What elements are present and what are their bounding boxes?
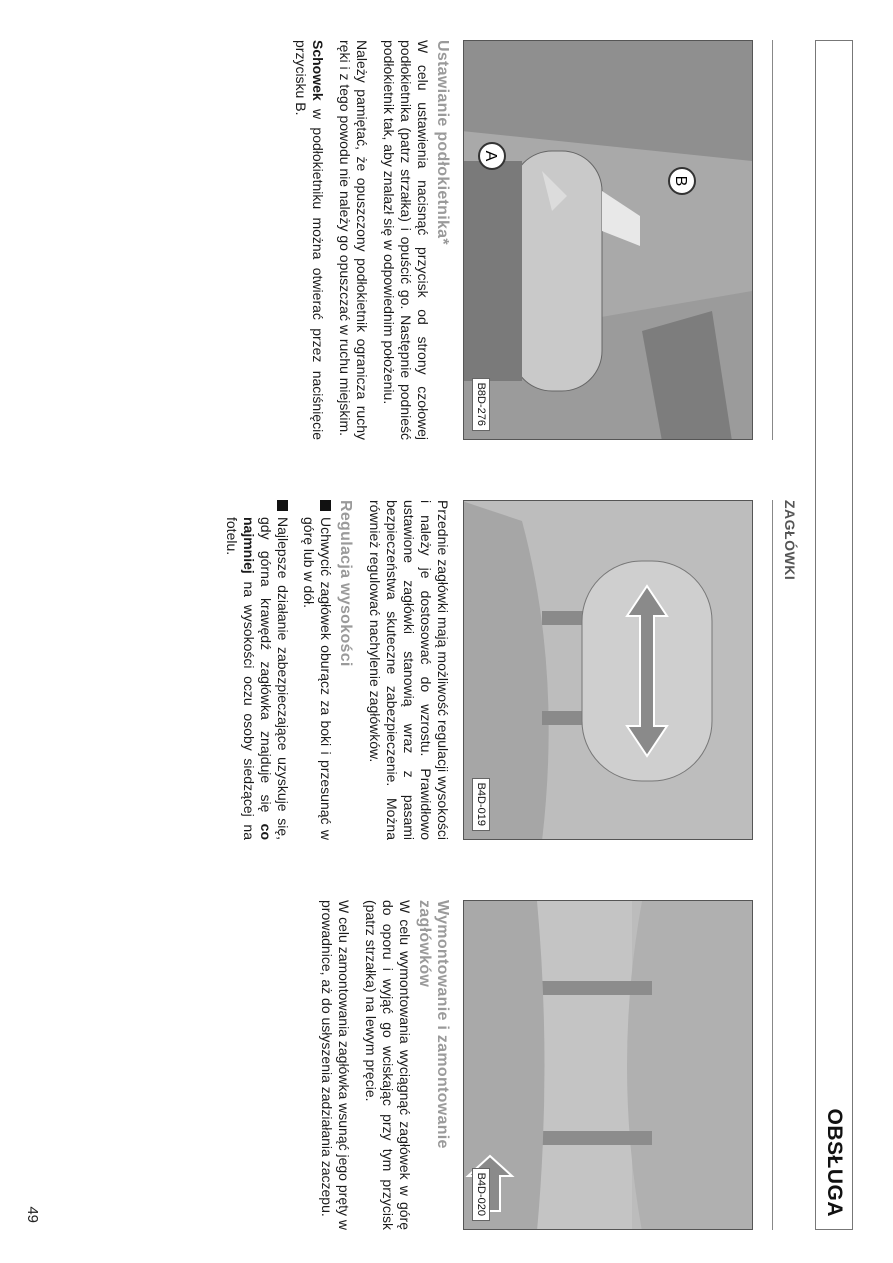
bullet-square-icon	[277, 500, 288, 511]
removal-heading: Wymontowanie i zamontowanie zagłówków	[416, 900, 451, 1149]
header-bar	[815, 40, 853, 1230]
removal-paragraph-1: W celu wymontowania wyciągnąć zagłówek w górę do oporu i wyjąć go wciskając przy tym przycisk (patrz strzałka) na lewym pręcie.	[362, 900, 413, 1230]
bullet-2: Najlepsze działanie zabezpieczające uzyskuje się, gdy górna krawędź zagłówka znajduje się co najmniej na wysokości oczu osoby siedzącej na fotelu.	[223, 500, 291, 840]
armrest-illustration	[463, 41, 752, 440]
column-rule-left	[772, 40, 773, 440]
figure-code: B4D-020	[472, 1168, 490, 1221]
armrest-figure	[463, 40, 753, 440]
headrest-removal-illustration	[463, 901, 752, 1230]
column-headrest-adjust	[215, 500, 753, 840]
figure-code: B8D-276	[472, 378, 490, 431]
label-a: A	[482, 150, 499, 162]
bullet-square-icon	[320, 500, 331, 511]
height-heading: Regulacja wysokości	[336, 500, 354, 667]
section-title: ZAGŁÓWKI	[782, 500, 798, 581]
figure-code: B4D-019	[472, 778, 490, 831]
removal-paragraph-2: W celu zamontowania zagłówka wsunąć jego pręty w prowadnice, aż do usłyszenia zadziałania zaczepu.	[318, 900, 352, 1230]
headrest-intro: Przednie zagłówki mają możliwość regulacji wysokości i należy je dostosować do wzrostu. Prawidłowo ustawione zagłówki stanowią wraz z pasami bezpieczeństwa skuteczne zabezpieczenie. Można również regulować nachylenie zagłówków.	[366, 500, 451, 840]
headrest-adjust-illustration	[463, 501, 752, 840]
headrest-adjust-figure	[463, 500, 753, 840]
column-rule-top	[772, 500, 773, 1230]
label-b: B	[672, 175, 689, 187]
headrest-removal-figure	[463, 900, 753, 1230]
armrest-paragraph-1: W celu ustawienia nacisnąć przycisk od strony czołowej podłokietnika (patrz strzałka) i opuścić go. Następnie podnieść podłokietnik tak, aby znalazł się w odpowiednim położeniu.	[380, 40, 431, 440]
armrest-heading: Ustawianie podłokietnika*	[434, 40, 451, 245]
bullet-1: Uchwycić zagłówek oburącz za boki i przesunąć w górę lub w dół.	[299, 500, 333, 840]
column-headrest-removal	[308, 900, 753, 1230]
storage-term: Schowek	[309, 40, 326, 101]
page-number: 49	[24, 1206, 41, 1223]
header-title: OBSŁUGA	[823, 1108, 846, 1217]
armrest-paragraph-2: Należy pamiętać, że opuszczony podłokietnik ogranicza ruchy ręki i z tego powodu nie należy go opuszczać w ruchu miejskim.	[336, 40, 370, 440]
armrest-paragraph-3: Schowek w podłokietniku można otwierać przez naciśnięcie przycisku B.	[292, 40, 326, 440]
column-armrest	[281, 40, 753, 440]
emphasis: co najmniej	[241, 517, 275, 840]
